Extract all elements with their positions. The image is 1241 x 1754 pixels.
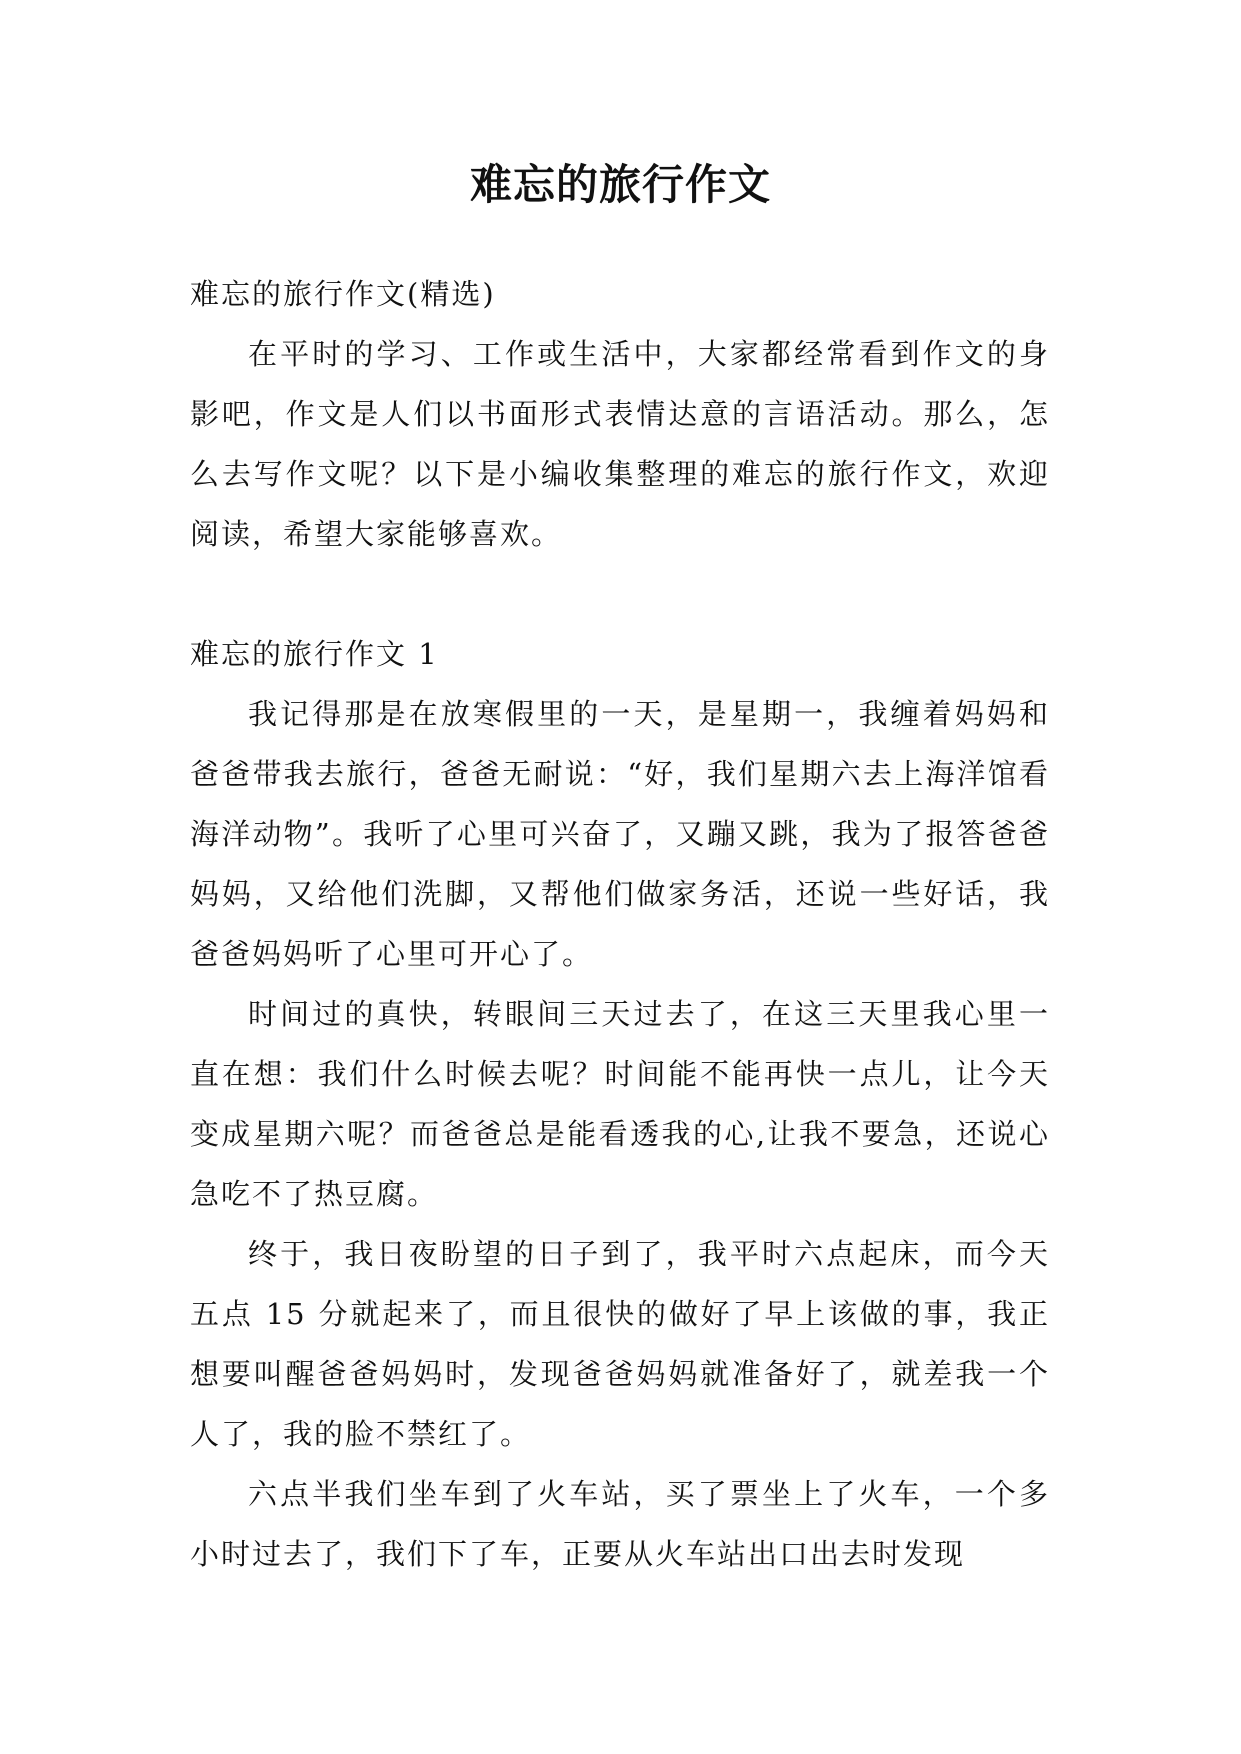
essay-1-paragraph: 六点半我们坐车到了火车站，买了票坐上了火车，一个多小时过去了，我们下了车，正要从火车站出口出去时发现	[190, 1477, 1050, 1571]
intro-heading: 难忘的旅行作文(精选)	[190, 277, 496, 311]
intro-paragraph: 在平时的学习、工作或生活中，大家都经常看到作文的身影吧，作文是人们以书面形式表情达意的言语活动。那么，怎么去写作文呢？以下是小编收集整理的难忘的旅行作文，欢迎阅读，希望大家能够喜欢。	[190, 337, 1050, 551]
essay-1-paragraph: 终于，我日夜盼望的日子到了，我平时六点起床，而今天五点 15 分就起来了，而且很快的做好了早上该做的事，我正想要叫醒爸爸妈妈时，发现爸爸妈妈就准备好了，就差我一个人了，我的脸不禁红了。	[190, 1237, 1050, 1451]
section-spacer	[190, 564, 1050, 624]
essay-1-heading: 难忘的旅行作文 1	[190, 637, 439, 671]
document-title: 难忘的旅行作文	[469, 160, 771, 209]
document-body	[190, 264, 1050, 1584]
essay-1-paragraph: 我记得那是在放寒假里的一天，是星期一，我缠着妈妈和爸爸带我去旅行，爸爸无耐说：“好，我们星期六去上海洋馆看海洋动物”。我听了心里可兴奋了，又蹦又跳，我为了报答爸爸妈妈，又给他们洗脚，又帮他们做家务活，还说一些好话，我爸爸妈妈听了心里可开心了。	[190, 697, 1050, 971]
essay-1-paragraph: 时间过的真快，转眼间三天过去了，在这三天里我心里一直在想：我们什么时候去呢？时间能不能再快一点儿，让今天变成星期六呢？而爸爸总是能看透我的心,让我不要急，还说心急吃不了热豆腐。	[190, 997, 1050, 1211]
